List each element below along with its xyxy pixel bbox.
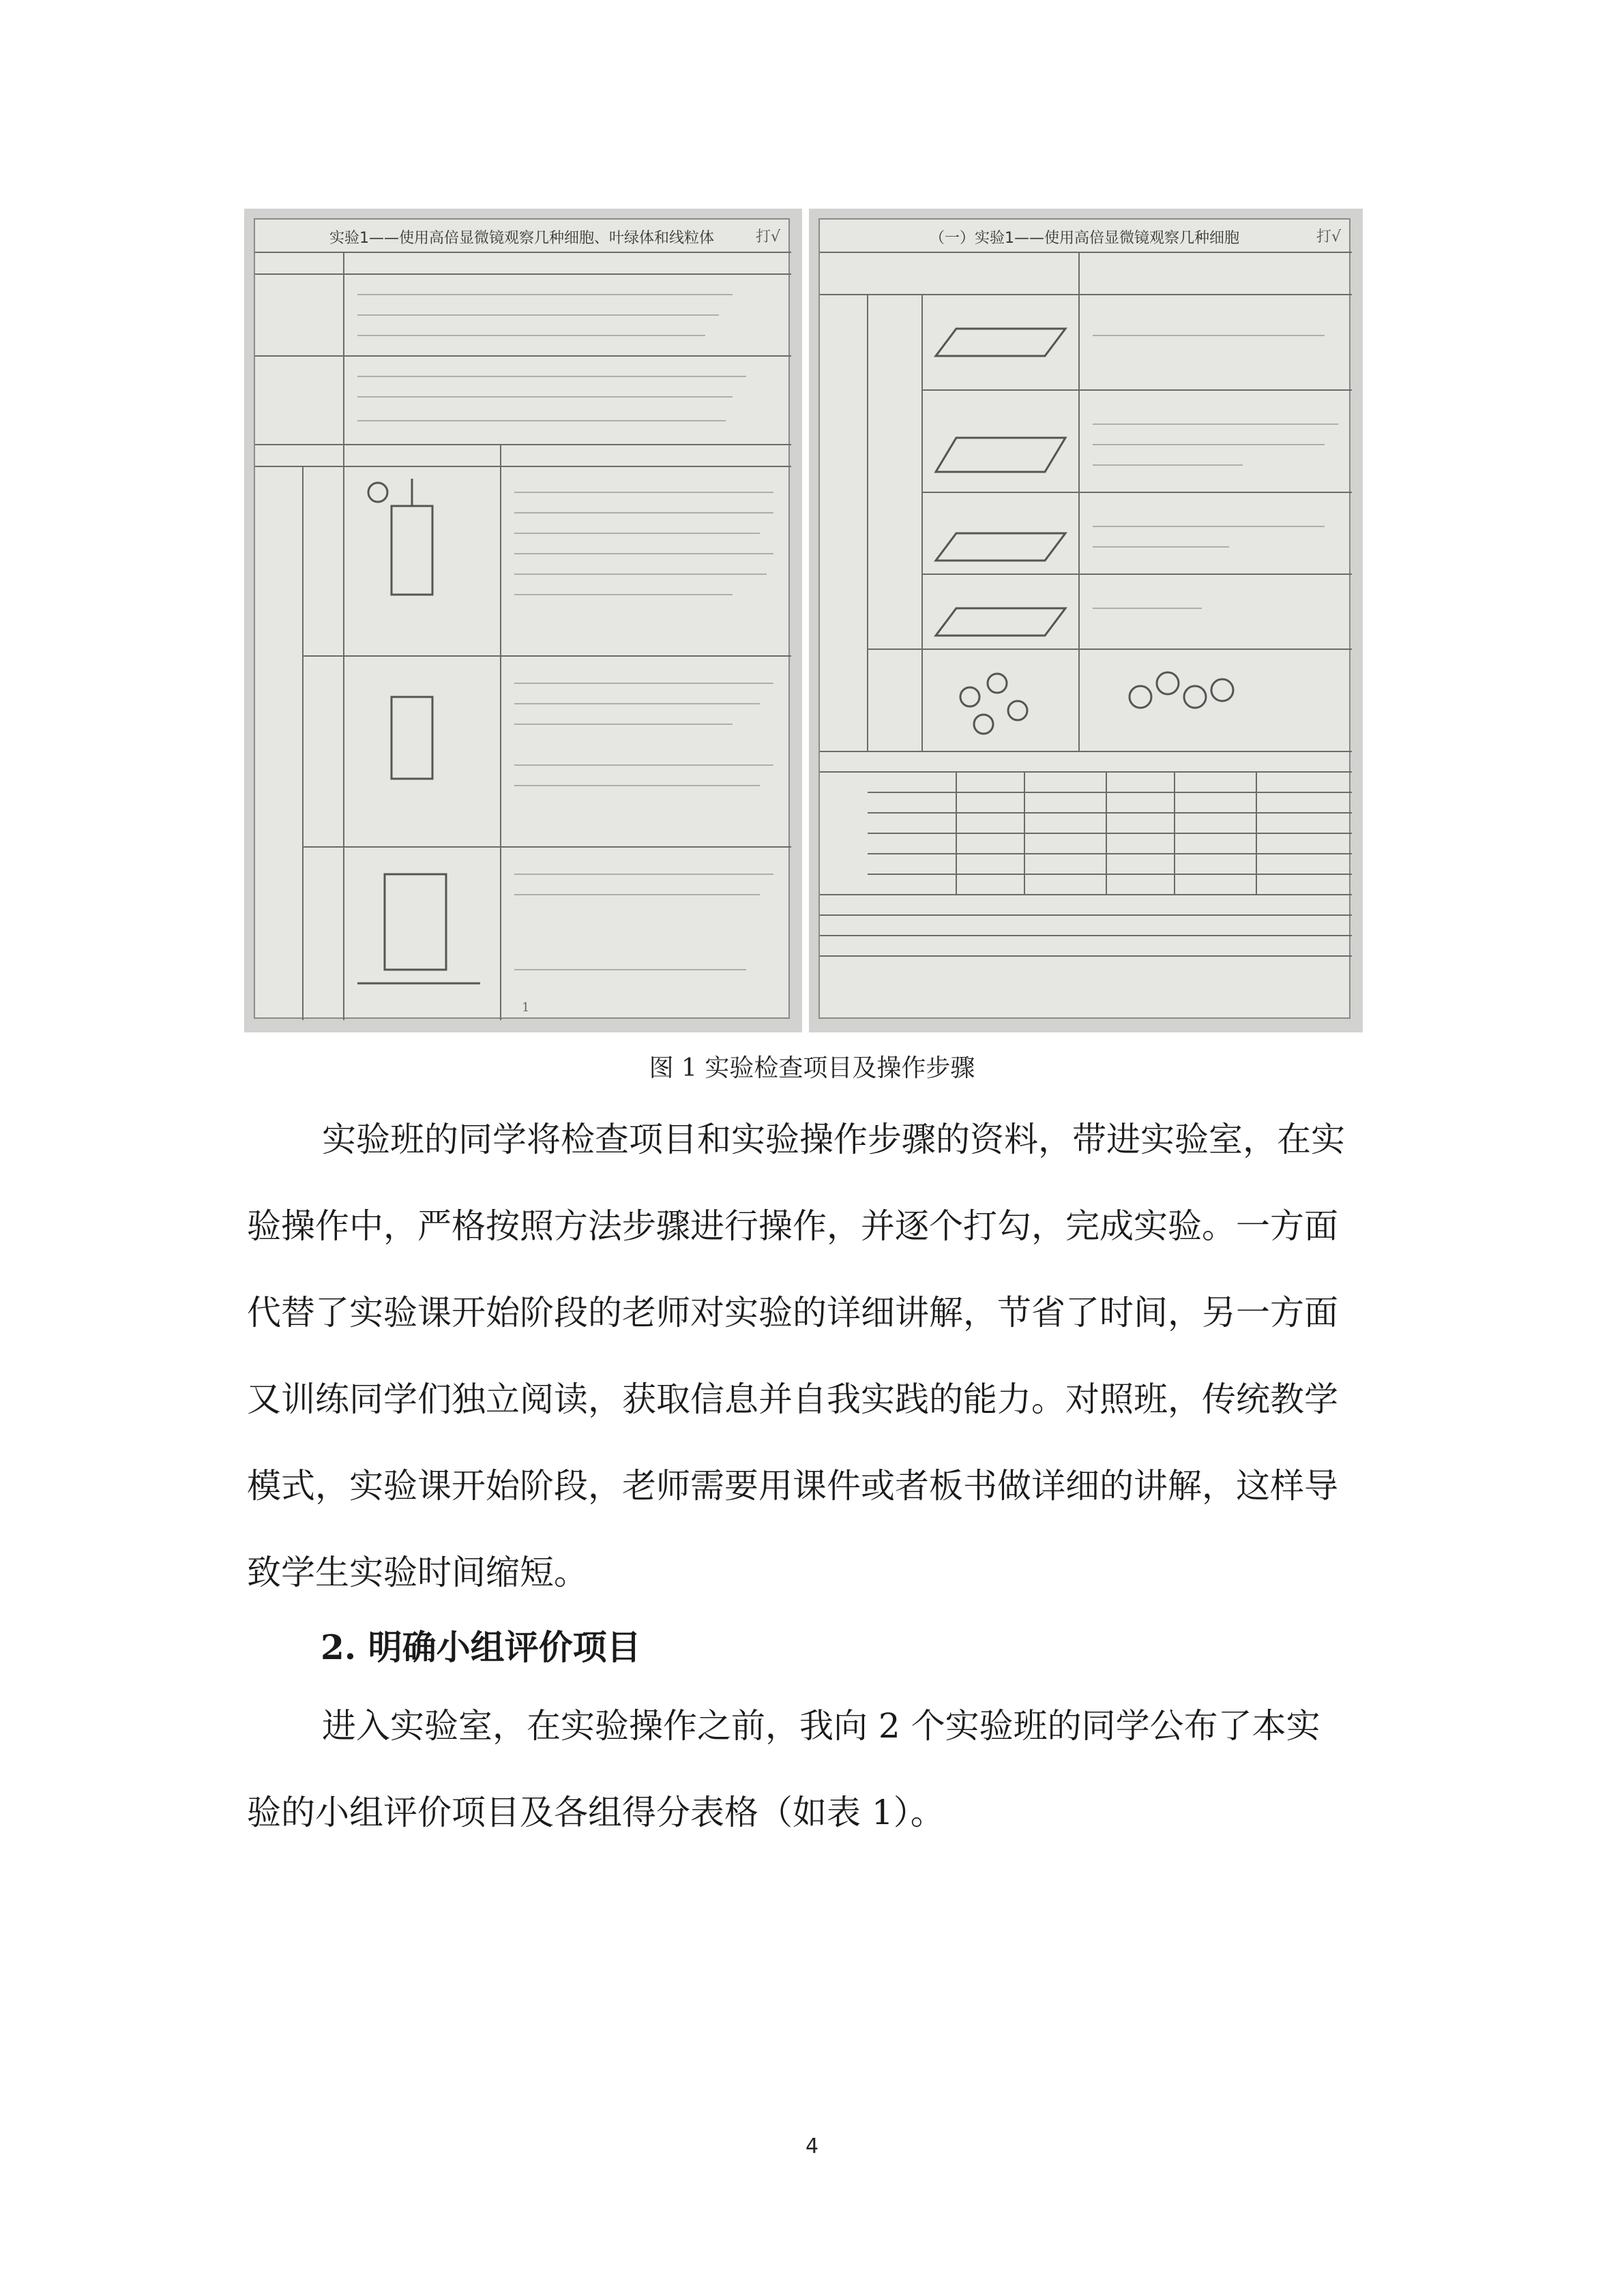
worksheet-left: 实验1——使用高倍显微镜观察几种细胞、叶绿体和线粒体 打√ 1: [254, 218, 790, 1019]
paragraph-2-text: 进入实验室，在实验操作之前，我向 2 个实验班的同学公布了本实验的小组评价项目及各组得分表格（如表 1）。: [247, 1706, 1320, 1832]
figure-caption: 图 1 实验检查项目及操作步骤: [649, 1054, 975, 1082]
worksheet-left-table-lines: [255, 220, 791, 1020]
photo-left-checklist: [244, 209, 802, 1032]
page-number: 4: [805, 2134, 819, 2158]
worksheet-right-table-lines: [820, 220, 1352, 1020]
worksheet-left-title: 实验1——使用高倍显微镜观察几种细胞、叶绿体和线粒体: [329, 230, 714, 247]
worksheet-right-tick: 打√: [1316, 228, 1341, 245]
worksheet-left-tick: 打√: [755, 228, 780, 245]
photo-right-steps: [809, 209, 1363, 1032]
worksheet-right: [818, 218, 1350, 1019]
worksheet-right-title: （一）实验1——使用高倍显微镜观察几种细胞: [930, 230, 1239, 247]
section-heading: 2. 明确小组评价项目: [321, 1627, 641, 1667]
figure-1: [244, 209, 1363, 1032]
body-paragraph-1: [247, 1097, 1352, 1616]
paragraph-1-text: 实验班的同学将检查项目和实验操作步骤的资料，带进实验室，在实验操作中，严格按照方法步骤进行操作，并逐个打勾，完成实验。一方面代替了实验课开始阶段的老师对实验的详细讲解，节省了时间，另一方面又训练同学们独立阅读，获取信息并自我实践的能力。对照班，传统教学模式，实验课开始阶段，老师需要用课件或者板书做详细的讲解，这样导致学生实验时间缩短。: [247, 1120, 1345, 1592]
body-paragraph-2: [247, 1683, 1352, 1856]
